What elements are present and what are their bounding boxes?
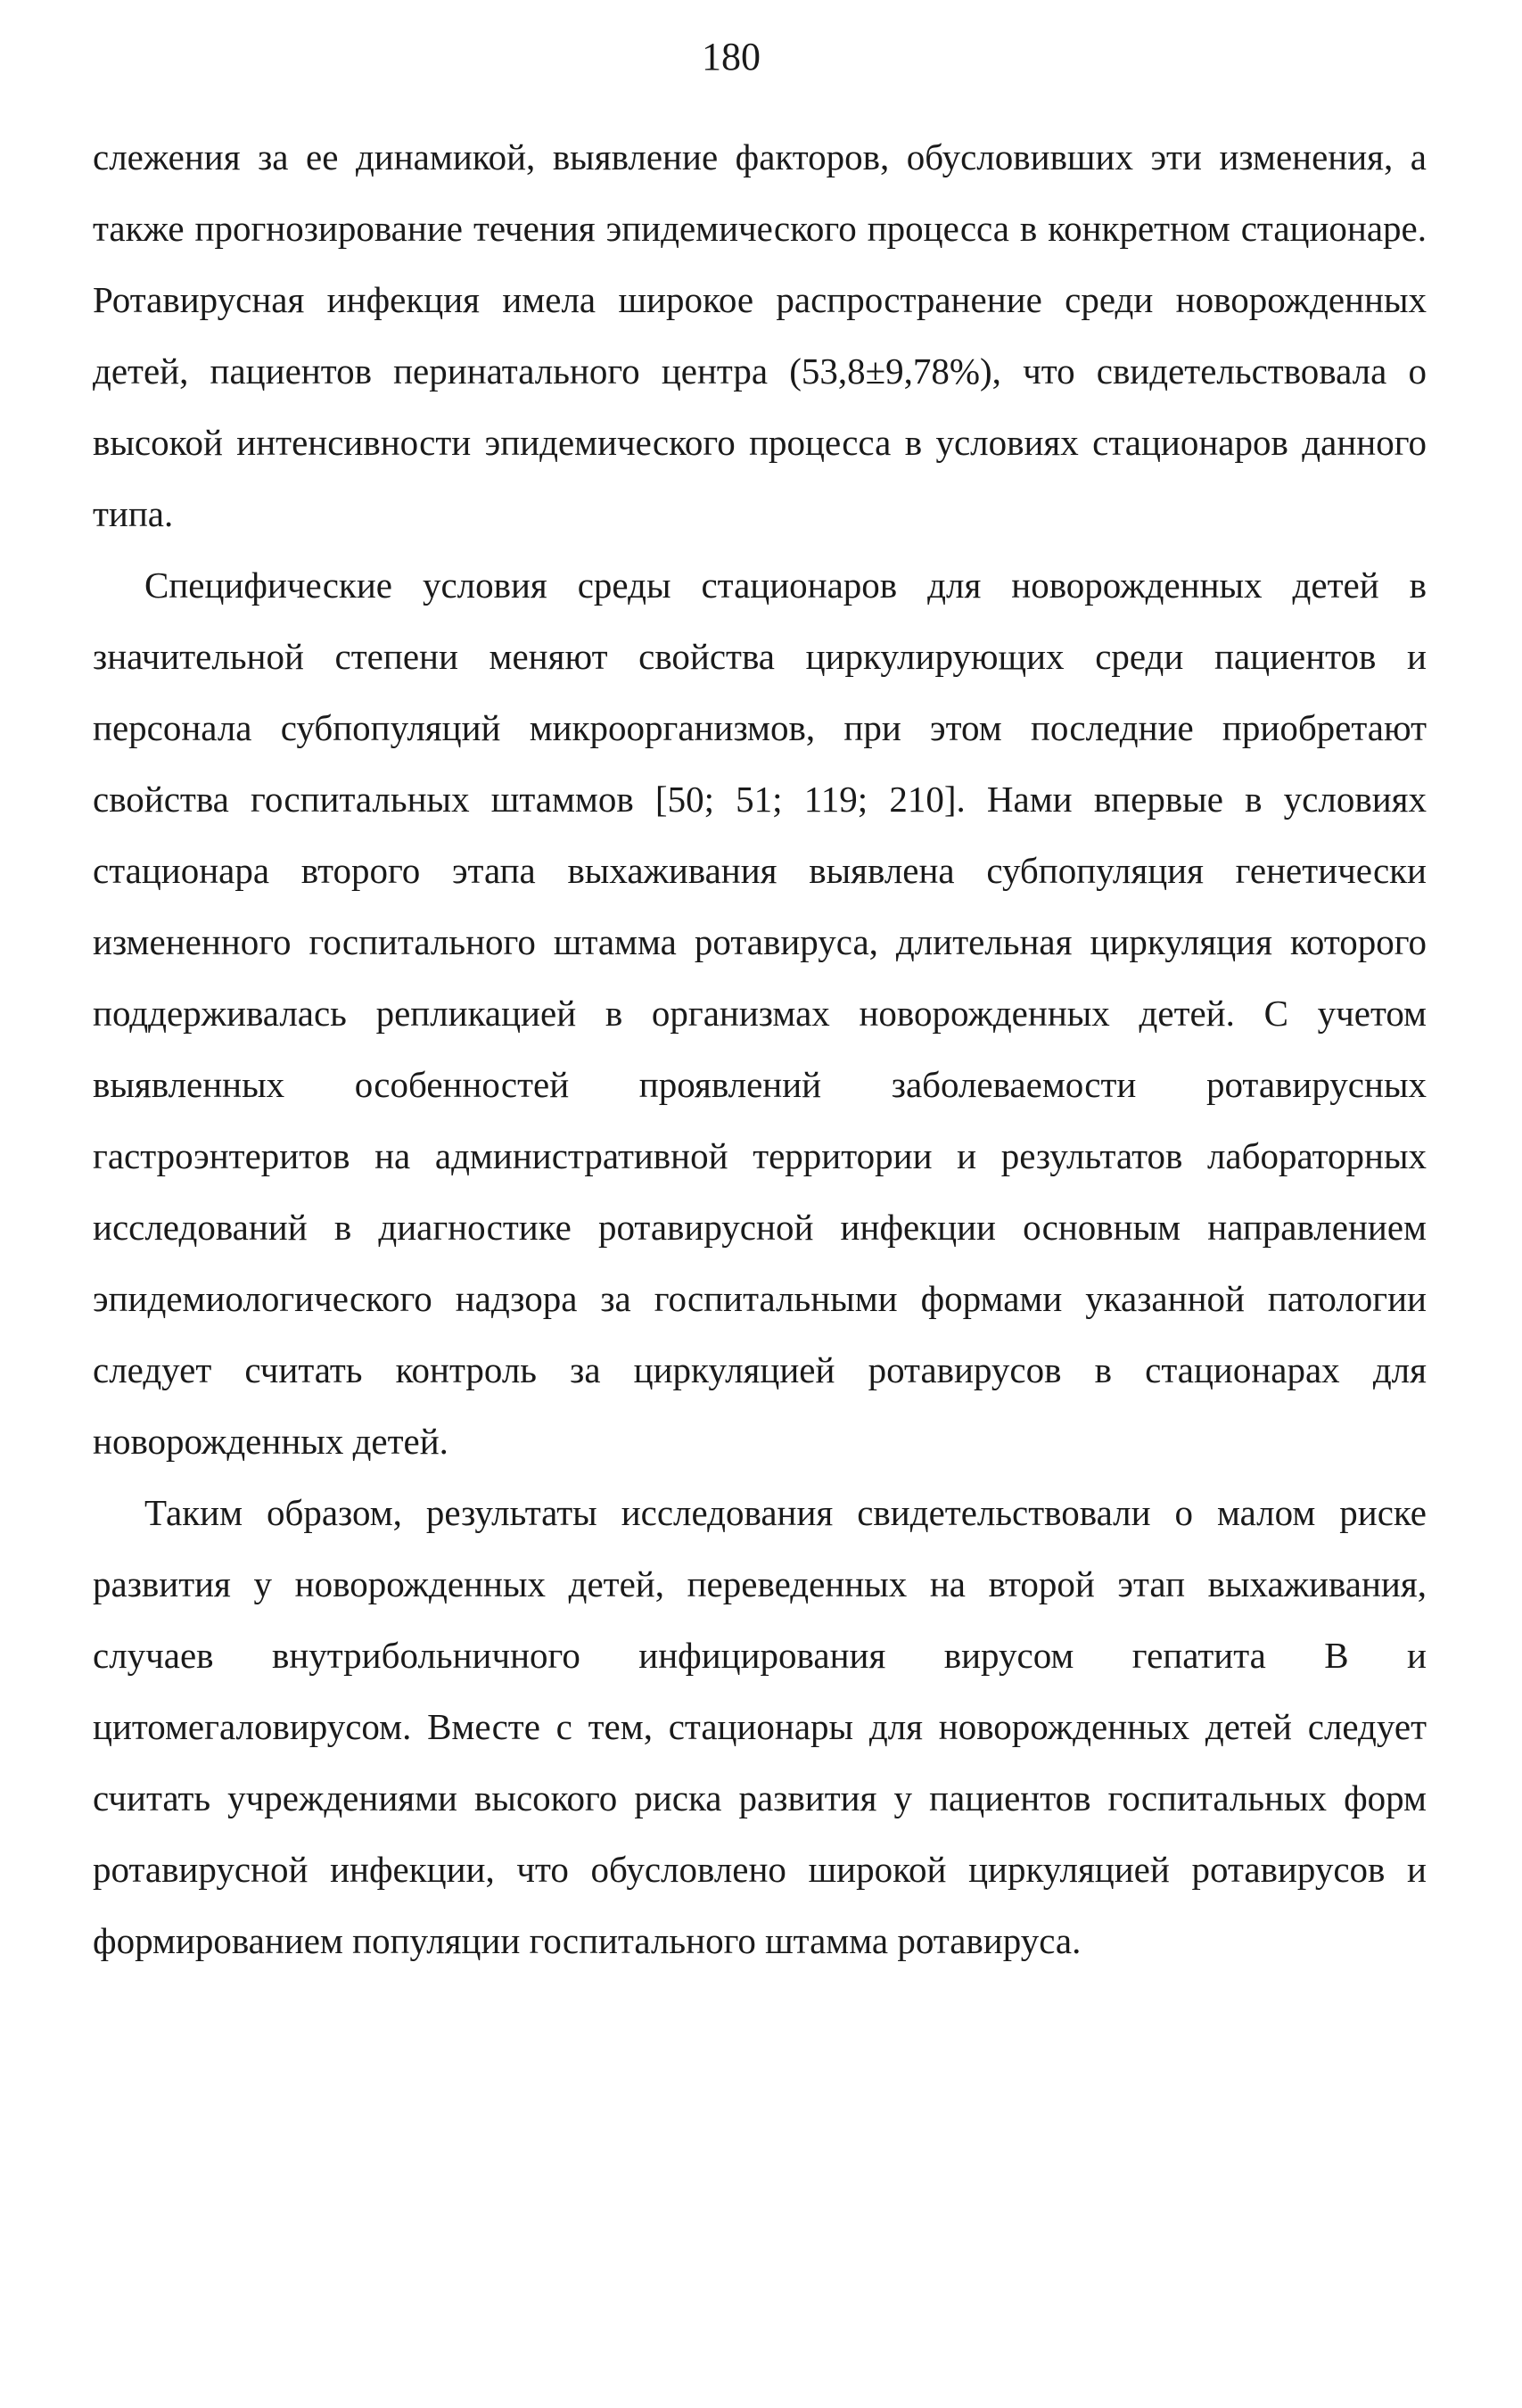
paragraph-2: Специфические условия среды стационаров для новорожденных детей в значительной степени меняют свойства циркулирующих среди пациентов и персонала субпопуляций микроорганизмов, при этом последние приобретают свойства госпитальных штаммов [50; 51; 119; 210]. Нами впервые в условиях стационара второго этапа выхаживания выявлена субпопуляция генетически измененного госпитального штамма ротавируса, длительная циркуляция которого поддерживалась репликацией в организмах новорожденных детей. С учетом выявленных особенностей проявлений заболеваемости ротавирусных гастроэнтеритов на административной территории и результатов лабораторных исследований в диагностике ротавирусной инфекции основным направлением эпидемиологического надзора за госпитальными формами указанной патологии следует считать контроль за циркуляцией ротавирусов в стационарах для новорожденных детей. bbox=[93, 565, 1427, 1462]
paragraph-3: Таким образом, результаты исследования свидетельствовали о малом риске развития у новорожденных детей, переведенных на второй этап выхаживания, случаев внутрибольничного инфицирования вирусом гепатита В и цитомегаловирусом. Вместе с тем, стационары для новорожденных детей следует считать учреждениями высокого риска развития у пациентов госпитальных форм ротавирусной инфекции, что обусловлено широкой циркуляцией ротавирусов и формированием популяции госпитального штамма ротавируса. bbox=[93, 1492, 1427, 1961]
paragraph-1: слежения за ее динамикой, выявление факторов, обусловивших эти изменения, а также прогнозирование течения эпидемического процесса в конкретном стационаре. Ротавирусная инфекция имела широкое распространение среди новорожденных детей, пациентов перинатального центра (53,8±9,78%), что свидетельствовала о высокой интенсивности эпидемического процесса в условиях стационаров данного типа. bbox=[93, 136, 1427, 534]
page-number: 180 bbox=[702, 35, 761, 78]
document-body bbox=[93, 121, 1427, 1976]
